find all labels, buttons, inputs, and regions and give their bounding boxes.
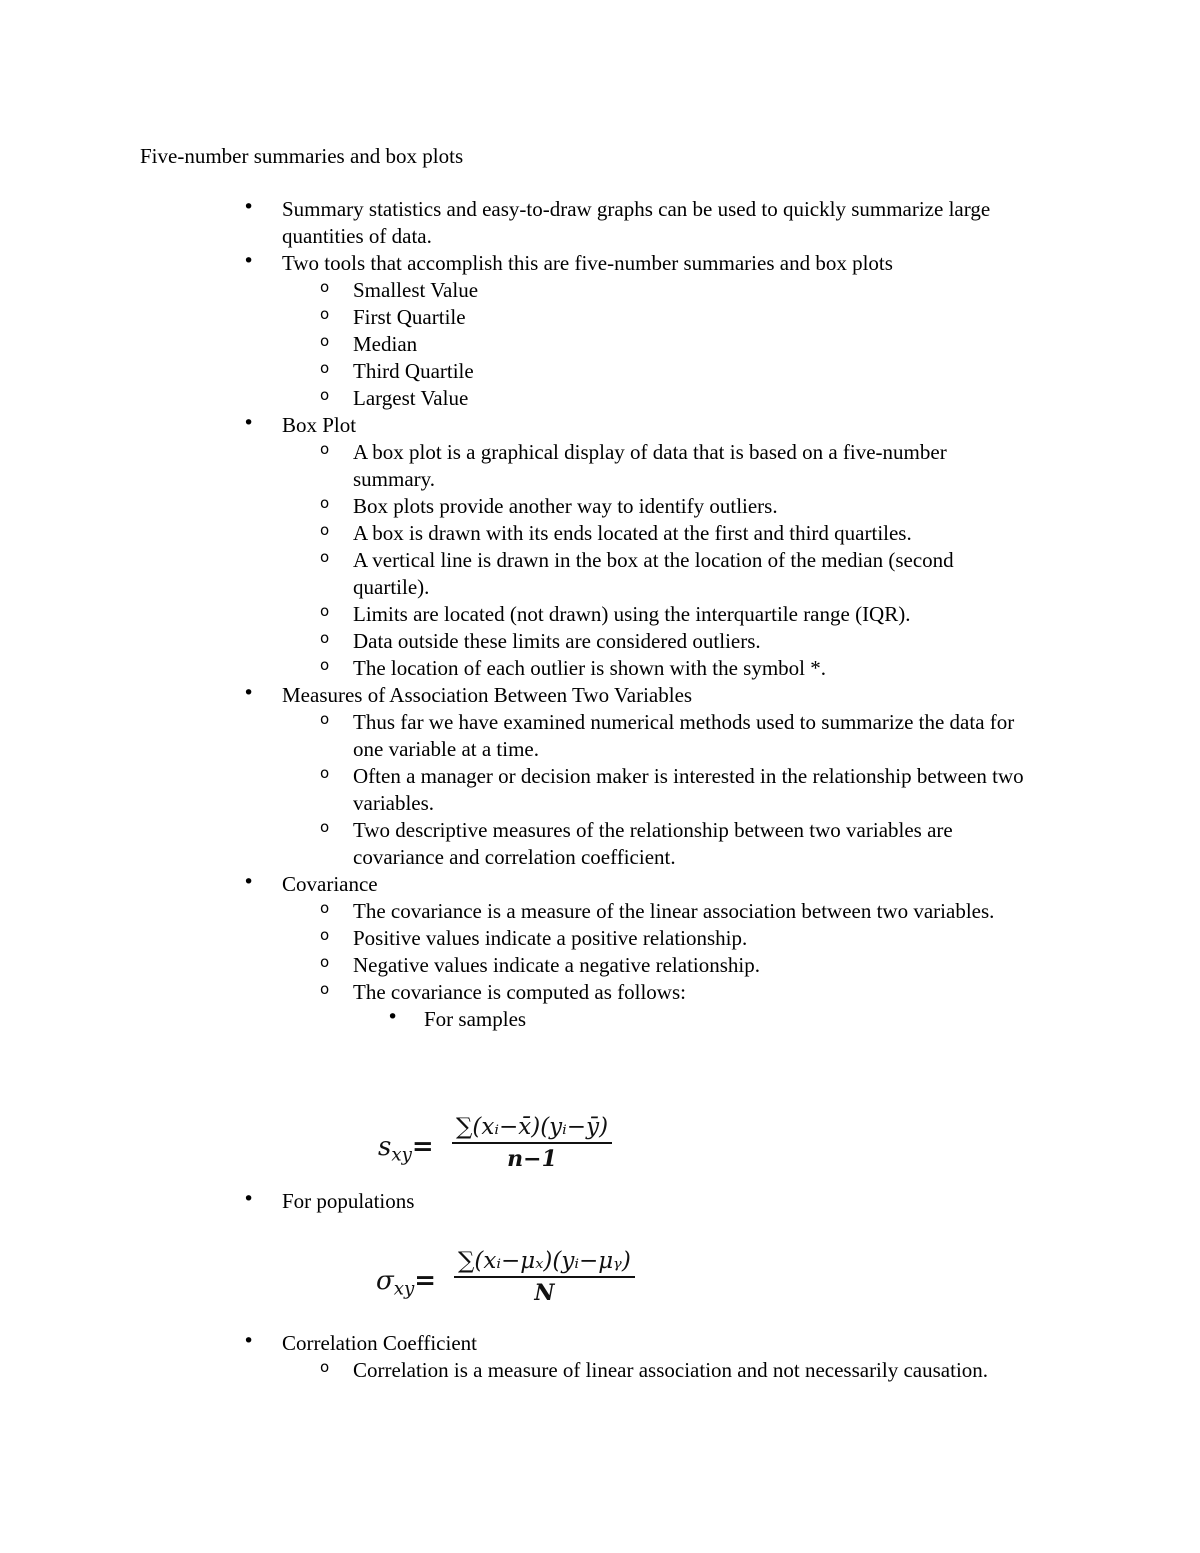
main-bullet-list — [0, 196, 1200, 1033]
list-item — [0, 412, 1030, 682]
formula-fraction — [452, 1112, 612, 1174]
populations-list — [0, 1188, 1200, 1215]
population-covariance-formula — [376, 1246, 686, 1318]
list-item: o Correlation is a measure of linear association and not necessarily causation. — [282, 1357, 1030, 1384]
formula-lhs-symbol: σ — [376, 1266, 394, 1296]
box-plot-list — [282, 439, 1030, 682]
list-item: o A vertical line is drawn in the box at the location of the median (second quartile). — [282, 547, 1030, 601]
list-item — [0, 250, 1030, 412]
list-item: o Positive values indicate a positive relationship. — [282, 925, 1030, 952]
list-item: o Often a manager or decision maker is interested in the relationship between two variables. — [282, 763, 1030, 817]
equals-sign: = — [411, 1132, 434, 1162]
list-item: o First Quartile — [282, 304, 1030, 331]
list-item: o Negative values indicate a negative relationship. — [282, 952, 1030, 979]
list-item: o Data outside these limits are considered outliers. — [282, 628, 1030, 655]
list-item-text: The covariance is computed as follows: — [353, 980, 686, 1004]
association-list — [282, 709, 1030, 871]
covariance-list — [282, 898, 1030, 1033]
formula-numerator: ∑(xᵢ−x̄)(yᵢ−ȳ) — [452, 1112, 612, 1144]
samples-list — [353, 1006, 1030, 1033]
five-number-list — [282, 277, 1030, 412]
list-item: o Largest Value — [282, 385, 1030, 412]
formula-denominator: n−1 — [507, 1146, 557, 1172]
list-item: • For populations — [0, 1188, 1030, 1215]
formula-lhs-subscript: xy — [391, 1144, 412, 1166]
list-item: o The location of each outlier is shown with the symbol *. — [282, 655, 1030, 682]
sample-covariance-formula — [378, 1112, 648, 1184]
list-item: • Summary statistics and easy-to-draw graphs can be used to quickly summarize large quantities of data. — [0, 196, 1030, 250]
formula-numerator: ∑(xᵢ−μₓ)(yᵢ−μᵧ) — [454, 1246, 635, 1278]
section-heading-box-plot: Box Plot — [282, 413, 357, 437]
list-item: o Limits are located (not drawn) using the interquartile range (IQR). — [282, 601, 1030, 628]
equals-sign: = — [414, 1266, 437, 1296]
list-item: o Thus far we have examined numerical methods used to summarize the data for one variable at a time. — [282, 709, 1030, 763]
list-item: o Median — [282, 331, 1030, 358]
formula-lhs-symbol: s — [378, 1132, 392, 1162]
list-item: o Third Quartile — [282, 358, 1030, 385]
page-title: Five-number summaries and box plots — [140, 144, 464, 168]
list-item — [0, 871, 1030, 1033]
list-item-text: Two tools that accomplish this are five-number summaries and box plots — [282, 251, 893, 275]
formula-fraction — [454, 1246, 635, 1308]
correlation-sublist — [282, 1357, 1030, 1384]
list-item: o Box plots provide another way to identify outliers. — [282, 493, 1030, 520]
list-item: o Two descriptive measures of the relationship between two variables are covariance and correlation coefficient. — [282, 817, 1030, 871]
section-heading-correlation: Correlation Coefficient — [282, 1331, 477, 1355]
formula-lhs-subscript: xy — [393, 1278, 415, 1300]
list-item — [0, 1330, 1030, 1384]
list-item: o The covariance is a measure of the linear association between two variables. — [282, 898, 1030, 925]
list-item: • For samples — [353, 1006, 1030, 1033]
list-item: o A box is drawn with its ends located at the first and third quartiles. — [282, 520, 1030, 547]
list-item: o A box plot is a graphical display of data that is based on a five-number summary. — [282, 439, 1030, 493]
correlation-list — [0, 1330, 1200, 1384]
section-heading-covariance: Covariance — [282, 872, 378, 896]
list-item — [282, 979, 1030, 1033]
list-item: o Smallest Value — [282, 277, 1030, 304]
list-item — [0, 682, 1030, 871]
formula-denominator: N — [534, 1280, 555, 1306]
section-heading-association: Measures of Association Between Two Variables — [282, 683, 693, 707]
